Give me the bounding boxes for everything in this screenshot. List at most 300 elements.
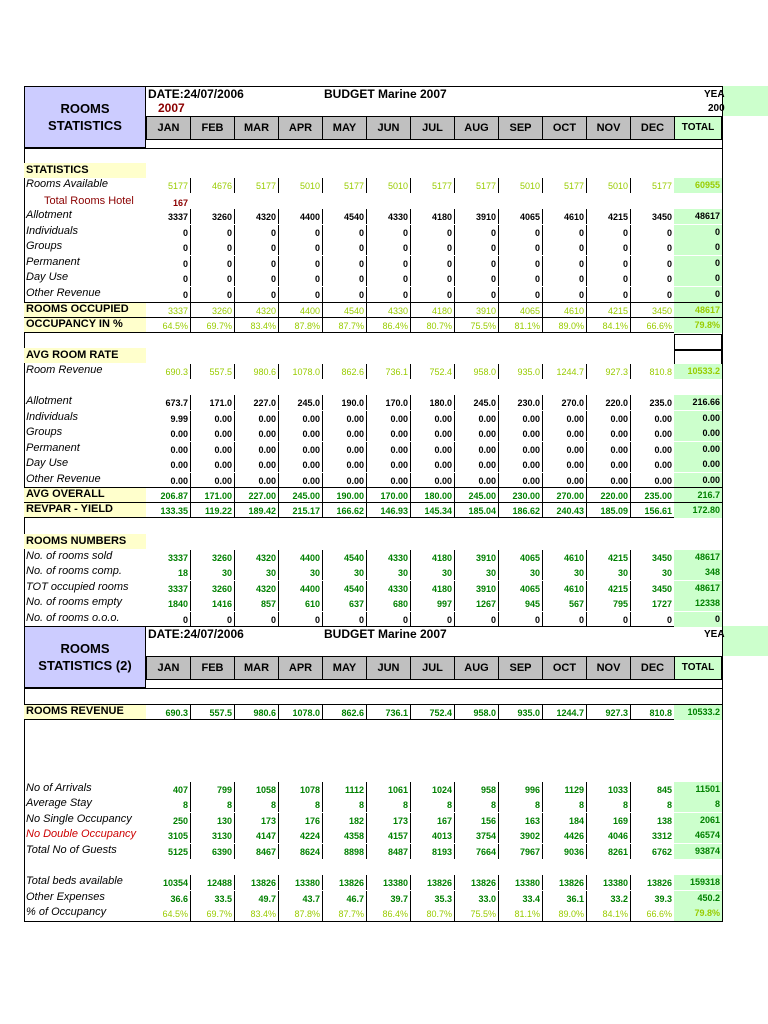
row-other-revenue-cell: 0.00 xyxy=(390,476,408,486)
row-avg-overall-cell: 220.00 xyxy=(600,491,628,501)
row-no-of-rooms-comp-cell: 30 xyxy=(265,568,276,578)
row-no-double-occupancy-cell: 4157 xyxy=(387,831,408,841)
row-rooms-occupied-cell: 4065 xyxy=(519,306,540,316)
row-no-single-occupancy-cell: 184 xyxy=(568,816,584,826)
row-revpar-yield-cell: 186.62 xyxy=(512,506,540,516)
month-header-dec: DEC xyxy=(630,656,675,680)
row-other-revenue-cell: 0.00 xyxy=(302,476,320,486)
row-individuals-cell: 0 xyxy=(578,228,584,238)
row-allotment-cell: 4400 xyxy=(299,212,320,222)
row-of-occupancy-cell: 84.1% xyxy=(602,909,628,919)
row-allotment-cell: 171.0 xyxy=(209,398,232,408)
row-avg-overall-cell: 270.00 xyxy=(556,491,584,501)
row-allotment-cell: 673.7 xyxy=(165,398,188,408)
row-no-of-arrivals-cell: 799 xyxy=(216,785,232,795)
month-header-may: MAY xyxy=(322,116,367,140)
row-rooms-occupied-cell: 3260 xyxy=(211,306,232,316)
row-total-no-of-guests-cell: 8261 xyxy=(607,847,628,857)
row-room-revenue-cell: 862.6 xyxy=(341,367,364,377)
row-groups-cell: 0 xyxy=(622,243,628,253)
row-average-stay-cell: 8 xyxy=(490,800,496,810)
row-total-no-of-guests-cell: 8193 xyxy=(431,847,452,857)
row-day-use-cell: 0 xyxy=(490,274,496,284)
row-total-no-of-guests-cell: 5125 xyxy=(167,847,188,857)
month-header-oct: OCT xyxy=(542,116,587,140)
row-day-use-cell: 0.00 xyxy=(258,460,276,470)
row-no-of-arrivals-cell: 996 xyxy=(524,785,540,795)
row-permanent-cell: 0.00 xyxy=(258,445,276,455)
month-header-apr: APR xyxy=(278,656,323,680)
row-no-of-rooms-empty-cell: 1727 xyxy=(651,599,672,609)
row-other-revenue-cell: 0 xyxy=(446,290,452,300)
row-of-occupancy-cell: 66.6% xyxy=(646,909,672,919)
row-total-no-of-guests-cell: 7664 xyxy=(475,847,496,857)
row-tot-occupied-rooms-cell: 4065 xyxy=(519,584,540,594)
row-day-use-cell: 0.00 xyxy=(346,460,364,470)
rooms-statistics-title xyxy=(24,626,146,688)
row-rooms-revenue-top-border xyxy=(24,704,722,705)
row-average-stay-label: Average Stay xyxy=(26,797,92,809)
row-rooms-available-cell: 5177 xyxy=(431,181,452,191)
row-other-revenue-cell: 0 xyxy=(314,290,320,300)
row-avg-overall-cell: 171.00 xyxy=(204,491,232,501)
row-tot-occupied-rooms-cell: 3910 xyxy=(475,584,496,594)
row-individuals-cell: 0 xyxy=(270,228,276,238)
row-other-revenue-cell: 0.00 xyxy=(258,476,276,486)
row-revpar-yield-cell: 189.42 xyxy=(248,506,276,516)
row-occupancy-in-cell: 80.7% xyxy=(426,321,452,331)
month-header-dec: DEC xyxy=(630,116,675,140)
row-permanent-cell: 0 xyxy=(226,259,232,269)
row-other-expenses-cell: 33.0 xyxy=(478,894,496,904)
sheet-right-border xyxy=(722,148,723,626)
row-no-of-rooms-sold-cell: 4320 xyxy=(255,553,276,563)
row-groups-cell: 0.00 xyxy=(170,429,188,439)
row-no-of-rooms-sold-total: 48617 xyxy=(674,550,722,565)
row-no-of-arrivals-cell: 1024 xyxy=(431,785,452,795)
row-total-no-of-guests-cell: 8487 xyxy=(387,847,408,857)
row-rooms-revenue-cell: 752.4 xyxy=(429,708,452,718)
row-day-use-cell: 0 xyxy=(402,274,408,284)
row-average-stay-cell: 8 xyxy=(622,800,628,810)
row-total-beds-available-cell: 13826 xyxy=(250,878,276,888)
row-no-of-rooms-empty-total: 12338 xyxy=(674,596,722,611)
row-average-stay-cell: 8 xyxy=(666,800,672,810)
row-allotment-cell: 190.0 xyxy=(341,398,364,408)
row-individuals-cell: 0 xyxy=(622,228,628,238)
row-no-of-arrivals-cell: 1129 xyxy=(564,785,584,795)
row-permanent-cell: 0.00 xyxy=(346,445,364,455)
row-allotment-cell: 227.0 xyxy=(253,398,276,408)
row-of-occupancy-cell: 86.4% xyxy=(382,909,408,919)
row-individuals-label: Individuals xyxy=(26,225,78,237)
row-average-stay-cell: 8 xyxy=(578,800,584,810)
month-header-sep: SEP xyxy=(498,656,543,680)
row-other-expenses-total: 450.2 xyxy=(674,891,722,906)
row-occupancy-in-cell: 81.1% xyxy=(514,321,540,331)
row-individuals-cell: 0.00 xyxy=(346,414,364,424)
row-no-of-rooms-comp-cell: 30 xyxy=(529,568,540,578)
row-avg-overall-cell: 235.00 xyxy=(644,491,672,501)
row-avg-overall-cell: 190.00 xyxy=(336,491,364,501)
row-total-no-of-guests-label: Total No of Guests xyxy=(26,844,117,856)
row-groups-cell: 0.00 xyxy=(434,429,452,439)
row-permanent-cell: 0 xyxy=(622,259,628,269)
row-average-stay-cell: 8 xyxy=(358,800,364,810)
row-tot-occupied-rooms-cell: 4215 xyxy=(607,584,628,594)
row-no-of-rooms-o-o-o-cell: 0 xyxy=(270,615,276,625)
row-permanent-cell: 0 xyxy=(270,259,276,269)
row-allotment-cell: 270.0 xyxy=(561,398,584,408)
row-total-beds-available-cell: 13826 xyxy=(558,878,584,888)
row-rooms-occupied-label: ROOMS OCCUPIED xyxy=(24,302,146,317)
month-header-oct: OCT xyxy=(542,656,587,680)
row-no-double-occupancy-cell: 3754 xyxy=(475,831,496,841)
row-occupancy-in-cell: 83.4% xyxy=(250,321,276,331)
row-no-of-rooms-sold-cell: 3260 xyxy=(211,553,232,563)
row-average-stay-cell: 8 xyxy=(182,800,188,810)
row-tot-occupied-rooms-total: 48617 xyxy=(674,581,722,596)
row-rooms-occupied-cell: 4610 xyxy=(563,306,584,316)
row-rooms-occupied-cell: 4540 xyxy=(343,306,364,316)
title-line-1: ROOMS xyxy=(60,101,110,116)
row-no-of-rooms-sold-label: No. of rooms sold xyxy=(26,550,113,562)
header-right-border xyxy=(722,86,723,148)
row-no-of-rooms-comp-cell: 30 xyxy=(617,568,628,578)
month-header-may: MAY xyxy=(322,656,367,680)
row-permanent-cell: 0.00 xyxy=(170,445,188,455)
row-total-no-of-guests-cell: 8898 xyxy=(343,847,364,857)
row-other-revenue-label: Other Revenue xyxy=(26,473,101,485)
row-permanent-cell: 0 xyxy=(358,259,364,269)
row-no-single-occupancy-cell: 130 xyxy=(216,816,232,826)
row-groups-total: 0 xyxy=(674,240,722,255)
row-other-revenue-cell: 0.00 xyxy=(522,476,540,486)
row-other-revenue-cell: 0.00 xyxy=(170,476,188,486)
row-allotment-label: Allotment xyxy=(26,395,72,407)
row-room-revenue-cell: 935.0 xyxy=(517,367,540,377)
row-other-expenses-cell: 49.7 xyxy=(258,894,276,904)
row-tot-occupied-rooms-cell: 4540 xyxy=(343,584,364,594)
row-individuals-cell: 0 xyxy=(446,228,452,238)
total-rooms-hotel-label: Total Rooms Hotel xyxy=(44,195,134,207)
row-rooms-available-cell: 5177 xyxy=(167,181,188,191)
month-header-mar: MAR xyxy=(234,656,279,680)
row-day-use-cell: 0 xyxy=(534,274,540,284)
row-other-revenue-cell: 0 xyxy=(534,290,540,300)
row-no-single-occupancy-label: No Single Occupancy xyxy=(26,813,132,825)
row-of-occupancy-label: % of Occupancy xyxy=(26,906,107,918)
row-individuals-total: 0 xyxy=(674,225,722,240)
row-rooms-occupied-cell: 4180 xyxy=(431,306,452,316)
row-day-use-total: 0.00 xyxy=(674,457,722,472)
row-room-revenue-cell: 927.3 xyxy=(605,367,628,377)
row-total-no-of-guests-total: 93874 xyxy=(674,844,722,859)
row-individuals-cell: 0.00 xyxy=(302,414,320,424)
row-no-of-rooms-comp-total: 348 xyxy=(674,565,722,580)
row-rooms-revenue-cell: 958.0 xyxy=(473,708,496,718)
row-rooms-available-cell: 5177 xyxy=(651,181,672,191)
row-rooms-revenue-cell: 862.6 xyxy=(341,708,364,718)
row-other-expenses-cell: 39.7 xyxy=(390,894,408,904)
header-right-border xyxy=(722,626,723,688)
row-groups-cell: 0.00 xyxy=(522,429,540,439)
row-permanent-cell: 0 xyxy=(446,259,452,269)
row-occupancy-in-cell: 75.5% xyxy=(470,321,496,331)
budget-year: 2007 xyxy=(158,101,185,115)
month-header-nov: NOV xyxy=(586,116,631,140)
row-permanent-label: Permanent xyxy=(26,256,80,268)
avg-rate-box xyxy=(674,334,722,350)
row-day-use-cell: 0.00 xyxy=(654,460,672,470)
total-rooms-hotel-value: 167 xyxy=(172,198,188,208)
row-no-single-occupancy-cell: 156 xyxy=(480,816,496,826)
section-statistics: STATISTICS xyxy=(24,163,146,178)
row-rooms-revenue-cell: 927.3 xyxy=(605,708,628,718)
row-other-revenue-cell: 0 xyxy=(490,290,496,300)
row-rooms-revenue-label: ROOMS REVENUE xyxy=(24,704,146,719)
row-permanent-label: Permanent xyxy=(26,442,80,454)
row-revpar-yield-top-border xyxy=(24,502,722,503)
row-avg-overall-label: AVG OVERALL xyxy=(24,487,146,502)
row-day-use-cell: 0 xyxy=(446,274,452,284)
row-rooms-occupied-cell: 4320 xyxy=(255,306,276,316)
month-header-jan: JAN xyxy=(146,116,191,140)
row-allotment-cell: 4215 xyxy=(607,212,628,222)
row-total-beds-available-cell: 13826 xyxy=(338,878,364,888)
row-groups-cell: 0.00 xyxy=(654,429,672,439)
row-no-of-rooms-o-o-o-cell: 0 xyxy=(666,615,672,625)
row-revpar-yield-cell: 185.04 xyxy=(468,506,496,516)
row-average-stay-cell: 8 xyxy=(314,800,320,810)
row-permanent-cell: 0.00 xyxy=(434,445,452,455)
total-header: TOTAL xyxy=(674,116,722,140)
row-occupancy-in-total: 79.8% xyxy=(674,318,722,333)
row-no-of-rooms-o-o-o-cell: 0 xyxy=(622,615,628,625)
month-header-mar: MAR xyxy=(234,116,279,140)
row-individuals-cell: 0 xyxy=(182,228,188,238)
title-wrap xyxy=(48,100,122,134)
row-allotment-cell: 4540 xyxy=(343,212,364,222)
row-permanent-cell: 0 xyxy=(314,259,320,269)
stats-top-border xyxy=(24,148,722,149)
row-allotment-cell: 4610 xyxy=(563,212,584,222)
row-revpar-yield-cell: 215.17 xyxy=(292,506,320,516)
row-average-stay-total: 8 xyxy=(674,797,722,812)
row-no-of-rooms-o-o-o-cell: 0 xyxy=(182,615,188,625)
row-no-of-rooms-sold-cell: 4180 xyxy=(431,553,452,563)
row-no-single-occupancy-cell: 138 xyxy=(656,816,672,826)
row-allotment-label: Allotment xyxy=(26,209,72,221)
row-tot-occupied-rooms-cell: 4610 xyxy=(563,584,584,594)
month-header-jan: JAN xyxy=(146,656,191,680)
row-no-single-occupancy-cell: 169 xyxy=(612,816,628,826)
row-other-expenses-cell: 33.4 xyxy=(522,894,540,904)
row-individuals-cell: 0 xyxy=(534,228,540,238)
row-no-of-rooms-empty-cell: 567 xyxy=(568,599,584,609)
month-header-aug: AUG xyxy=(454,116,499,140)
row-no-single-occupancy-cell: 173 xyxy=(392,816,408,826)
row-no-of-rooms-sold-cell: 4400 xyxy=(299,553,320,563)
row-occupancy-in-cell: 69.7% xyxy=(206,321,232,331)
row-groups-cell: 0 xyxy=(578,243,584,253)
row-no-of-rooms-empty-cell: 610 xyxy=(304,599,320,609)
row-permanent-cell: 0 xyxy=(182,259,188,269)
row-average-stay-cell: 8 xyxy=(446,800,452,810)
row-room-revenue-cell: 557.5 xyxy=(209,367,232,377)
row-day-use-cell: 0.00 xyxy=(522,460,540,470)
row-rooms-available-cell: 5177 xyxy=(255,181,276,191)
row-tot-occupied-rooms-cell: 4320 xyxy=(255,584,276,594)
row-permanent-cell: 0.00 xyxy=(610,445,628,455)
row-no-double-occupancy-cell: 3105 xyxy=(167,831,188,841)
row-day-use-cell: 0.00 xyxy=(302,460,320,470)
row-occupancy-in-cell: 66.6% xyxy=(646,321,672,331)
row-no-double-occupancy-label: No Double Occupancy xyxy=(26,828,137,840)
row-revpar-yield-total: 172.80 xyxy=(674,503,722,518)
row-no-single-occupancy-cell: 167 xyxy=(436,816,452,826)
row-rooms-revenue-cell: 557.5 xyxy=(209,708,232,718)
row-individuals-cell: 0.00 xyxy=(390,414,408,424)
row-permanent-cell: 0 xyxy=(578,259,584,269)
row-avg-overall-cell: 230.00 xyxy=(512,491,540,501)
row-no-of-rooms-o-o-o-total: 0 xyxy=(674,612,722,627)
row-tot-occupied-rooms-cell: 3337 xyxy=(167,584,188,594)
row-revpar-yield-cell: 119.22 xyxy=(204,506,232,516)
row-individuals-cell: 0.00 xyxy=(214,414,232,424)
row-day-use-cell: 0.00 xyxy=(566,460,584,470)
row-groups-cell: 0 xyxy=(270,243,276,253)
row-no-of-rooms-empty-cell: 1416 xyxy=(211,599,232,609)
row-no-double-occupancy-cell: 4013 xyxy=(431,831,452,841)
row-other-expenses-cell: 39.3 xyxy=(654,894,672,904)
row-permanent-cell: 0.00 xyxy=(214,445,232,455)
row-revpar-yield-cell: 166.62 xyxy=(336,506,364,516)
month-header-jul: JUL xyxy=(410,116,455,140)
row-rooms-available-cell: 5010 xyxy=(607,181,628,191)
row-permanent-cell: 0.00 xyxy=(566,445,584,455)
row-day-use-cell: 0.00 xyxy=(610,460,628,470)
row-rooms-available-total: 60955 xyxy=(674,178,722,193)
sheet-right-border-2 xyxy=(722,688,723,922)
section-avg-room-rate: AVG ROOM RATE xyxy=(24,348,146,363)
row-no-of-rooms-comp-cell: 30 xyxy=(353,568,364,578)
row-rooms-revenue-cell: 736.1 xyxy=(385,708,408,718)
row-occupancy-in-label: OCCUPANCY IN % xyxy=(24,317,146,332)
row-occupancy-in-cell: 84.1% xyxy=(602,321,628,331)
row-no-of-rooms-o-o-o-cell: 0 xyxy=(578,615,584,625)
row-total-no-of-guests-cell: 6762 xyxy=(651,847,672,857)
total-header: TOTAL xyxy=(674,656,722,680)
row-allotment-cell: 180.0 xyxy=(429,398,452,408)
row-average-stay-cell: 8 xyxy=(402,800,408,810)
row-permanent-cell: 0.00 xyxy=(478,445,496,455)
total-header-bg xyxy=(722,626,768,656)
row-groups-label: Groups xyxy=(26,240,63,252)
row-no-of-rooms-comp-cell: 30 xyxy=(441,568,452,578)
row-groups-cell: 0.00 xyxy=(258,429,276,439)
row-total-no-of-guests-cell: 9036 xyxy=(563,847,584,857)
row-revpar-yield-label: REVPAR - YIELD xyxy=(24,502,146,517)
row-total-no-of-guests-cell: 8467 xyxy=(255,847,276,857)
row-no-of-rooms-empty-cell: 997 xyxy=(436,599,452,609)
row-no-of-arrivals-cell: 845 xyxy=(656,785,672,795)
row-tot-occupied-rooms-cell: 3260 xyxy=(211,584,232,594)
row-no-of-rooms-comp-cell: 18 xyxy=(177,568,188,578)
row-day-use-label: Day Use xyxy=(26,271,69,283)
row-rooms-available-cell: 4676 xyxy=(211,181,232,191)
row-no-of-rooms-o-o-o-cell: 0 xyxy=(446,615,452,625)
row-room-revenue-cell: 1244.7 xyxy=(556,367,584,377)
row-day-use-label: Day Use xyxy=(26,457,69,469)
row-avg-overall-cell: 245.00 xyxy=(292,491,320,501)
month-header-nov: NOV xyxy=(586,656,631,680)
row-permanent-cell: 0.00 xyxy=(390,445,408,455)
row-total-beds-available-cell: 13380 xyxy=(294,878,320,888)
row-total-no-of-guests-cell: 7967 xyxy=(519,847,540,857)
row-no-of-arrivals-cell: 1078 xyxy=(299,785,320,795)
total-header-bg xyxy=(722,86,768,116)
year-header-cut: YEA xyxy=(704,629,725,640)
row-no-of-arrivals-total: 11501 xyxy=(674,782,722,797)
row-occupancy-in-cell: 86.4% xyxy=(382,321,408,331)
row-day-use-cell: 0 xyxy=(666,274,672,284)
row-allotment-cell: 3260 xyxy=(211,212,232,222)
row-no-of-rooms-empty-cell: 857 xyxy=(260,599,276,609)
row-rooms-available-cell: 5010 xyxy=(387,181,408,191)
row-of-occupancy-cell: 75.5% xyxy=(470,909,496,919)
title-line-2: STATISTICS (2) xyxy=(38,658,132,673)
row-rooms-available-cell: 5010 xyxy=(299,181,320,191)
row-other-revenue-cell: 0 xyxy=(358,290,364,300)
row-total-no-of-guests-cell: 8624 xyxy=(299,847,320,857)
row-no-of-rooms-comp-cell: 30 xyxy=(485,568,496,578)
row-allotment-cell: 4180 xyxy=(431,212,452,222)
row-rooms-available-cell: 5010 xyxy=(519,181,540,191)
row-no-of-rooms-comp-cell: 30 xyxy=(661,568,672,578)
row-no-of-rooms-empty-cell: 795 xyxy=(612,599,628,609)
row-no-of-rooms-sold-cell: 4330 xyxy=(387,553,408,563)
row-room-revenue-cell: 1078.0 xyxy=(292,367,320,377)
row-allotment-cell: 4065 xyxy=(519,212,540,222)
row-avg-overall-cell: 180.00 xyxy=(424,491,452,501)
row-no-of-rooms-o-o-o-cell: 0 xyxy=(226,615,232,625)
row-rooms-occupied-cell: 4400 xyxy=(299,306,320,316)
row-no-of-arrivals-label: No of Arrivals xyxy=(26,782,92,794)
row-occupancy-in-cell: 64.5% xyxy=(162,321,188,331)
row-individuals-cell: 0.00 xyxy=(522,414,540,424)
row-no-of-rooms-sold-cell: 4215 xyxy=(607,553,628,563)
row-permanent-cell: 0.00 xyxy=(522,445,540,455)
row-no-double-occupancy-cell: 4046 xyxy=(607,831,628,841)
row-permanent-cell: 0 xyxy=(666,259,672,269)
row-permanent-cell: 0 xyxy=(534,259,540,269)
row-groups-cell: 0.00 xyxy=(566,429,584,439)
row-other-revenue-cell: 0 xyxy=(622,290,628,300)
row-room-revenue-cell: 810.8 xyxy=(649,367,672,377)
row-no-double-occupancy-cell: 4426 xyxy=(563,831,584,841)
row-individuals-cell: 9.99 xyxy=(170,414,188,424)
row-rooms-occupied-cell: 3910 xyxy=(475,306,496,316)
row-day-use-cell: 0.00 xyxy=(478,460,496,470)
row-allotment-total: 216.66 xyxy=(674,395,722,410)
row-day-use-cell: 0 xyxy=(578,274,584,284)
row-no-of-rooms-comp-label: No. of rooms comp. xyxy=(26,565,122,577)
year-header-cut-2: 200 xyxy=(708,103,725,114)
row-groups-label: Groups xyxy=(26,426,63,438)
row-day-use-cell: 0 xyxy=(182,274,188,284)
row-no-of-arrivals-cell: 407 xyxy=(172,785,188,795)
